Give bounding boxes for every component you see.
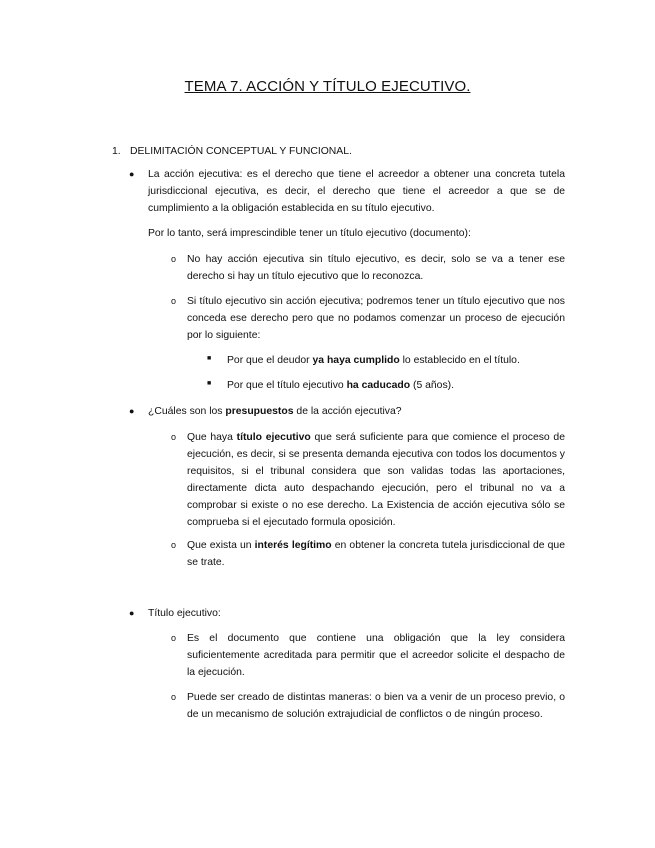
paragraph-si-titulo: Si título ejecutivo sin acción ejecutiva; podremos tener un título ejecutivo que nos conceda ese derecho pero que no podamos comenzar un proceso de ejecución por lo siguiente: <box>187 296 565 341</box>
circle-bullet-icon: o <box>171 633 177 643</box>
paragraph-titulo-ejecutivo-suficiente: Que haya título ejecutivo que será suficiente para que comience el proceso de ejecución, es decir, si se presenta demanda ejecutiva con todos los documentos y requisitos, si el tribunal considera que son validas todas las aportaciones, directamente dicta auto despachando ejecución, pero el tribunal no va a comprobar si existe o no ese derecho. La Existencia de acción ejecutiva sólo se comprueba si el ejecutado formula oposición. <box>187 432 565 528</box>
paragraph-por-lo-tanto: Por lo tanto, será imprescindible tener un título ejecutivo (documento): <box>148 228 471 239</box>
circle-bullet-icon: o <box>171 692 177 702</box>
paragraph-puede-ser-creado: Puede ser creado de distintas maneras: o bien va a venir de un proceso previo, o de un mecanismo de solución extrajudicial de conflictos o de ningún proceso. <box>187 692 565 720</box>
paragraph-accion-ejecutiva: La acción ejecutiva: es el derecho que tiene el acreedor a obtener una concreta tutela jurisdiccional ejecutiva, es decir, el derecho que tiene el acreedor a que se de cumplimiento a la obligación establecida en su título ejecutivo. <box>148 169 565 214</box>
paragraph-interes-legitimo: Que exista un interés legítimo en obtener la concreta tutela jurisdiccional de que se trate. <box>187 540 565 568</box>
section-heading: DELIMITACIÓN CONCEPTUAL Y FUNCIONAL. <box>130 146 352 157</box>
paragraph-titulo-ejecutivo: Título ejecutivo: <box>148 608 221 619</box>
circle-bullet-icon: o <box>171 432 177 442</box>
circle-bullet-icon: o <box>171 296 177 306</box>
paragraph-es-el-documento: Es el documento que contiene una obligación que la ley considera suficientemente acreditada para permitir que el acreedor solicite el despacho de la ejecución. <box>187 633 565 678</box>
square-bullet-icon: ■ <box>207 380 212 387</box>
paragraph-deudor-cumplido: Por que el deudor ya haya cumplido lo establecido en el título. <box>227 355 520 366</box>
bullet-icon: ● <box>129 169 135 179</box>
paragraph-titulo-caducado: Por que el título ejecutivo ha caducado (5 años). <box>227 380 455 391</box>
section-number: 1. <box>112 146 121 157</box>
document-title: TEMA 7. ACCIÓN Y TÍTULO EJECUTIVO. <box>184 78 471 95</box>
bullet-icon: ● <box>129 406 135 416</box>
bullet-icon: ● <box>129 608 135 618</box>
square-bullet-icon: ■ <box>207 355 212 362</box>
circle-bullet-icon: o <box>171 540 177 550</box>
paragraph-presupuestos: ¿Cuáles son los presupuestos de la acción ejecutiva? <box>148 406 402 417</box>
circle-bullet-icon: o <box>171 254 177 264</box>
paragraph-no-hay-accion: No hay acción ejecutiva sin título ejecutivo, es decir, solo se va a tener ese derecho si hay un título ejecutivo que lo reconozca. <box>187 254 565 282</box>
